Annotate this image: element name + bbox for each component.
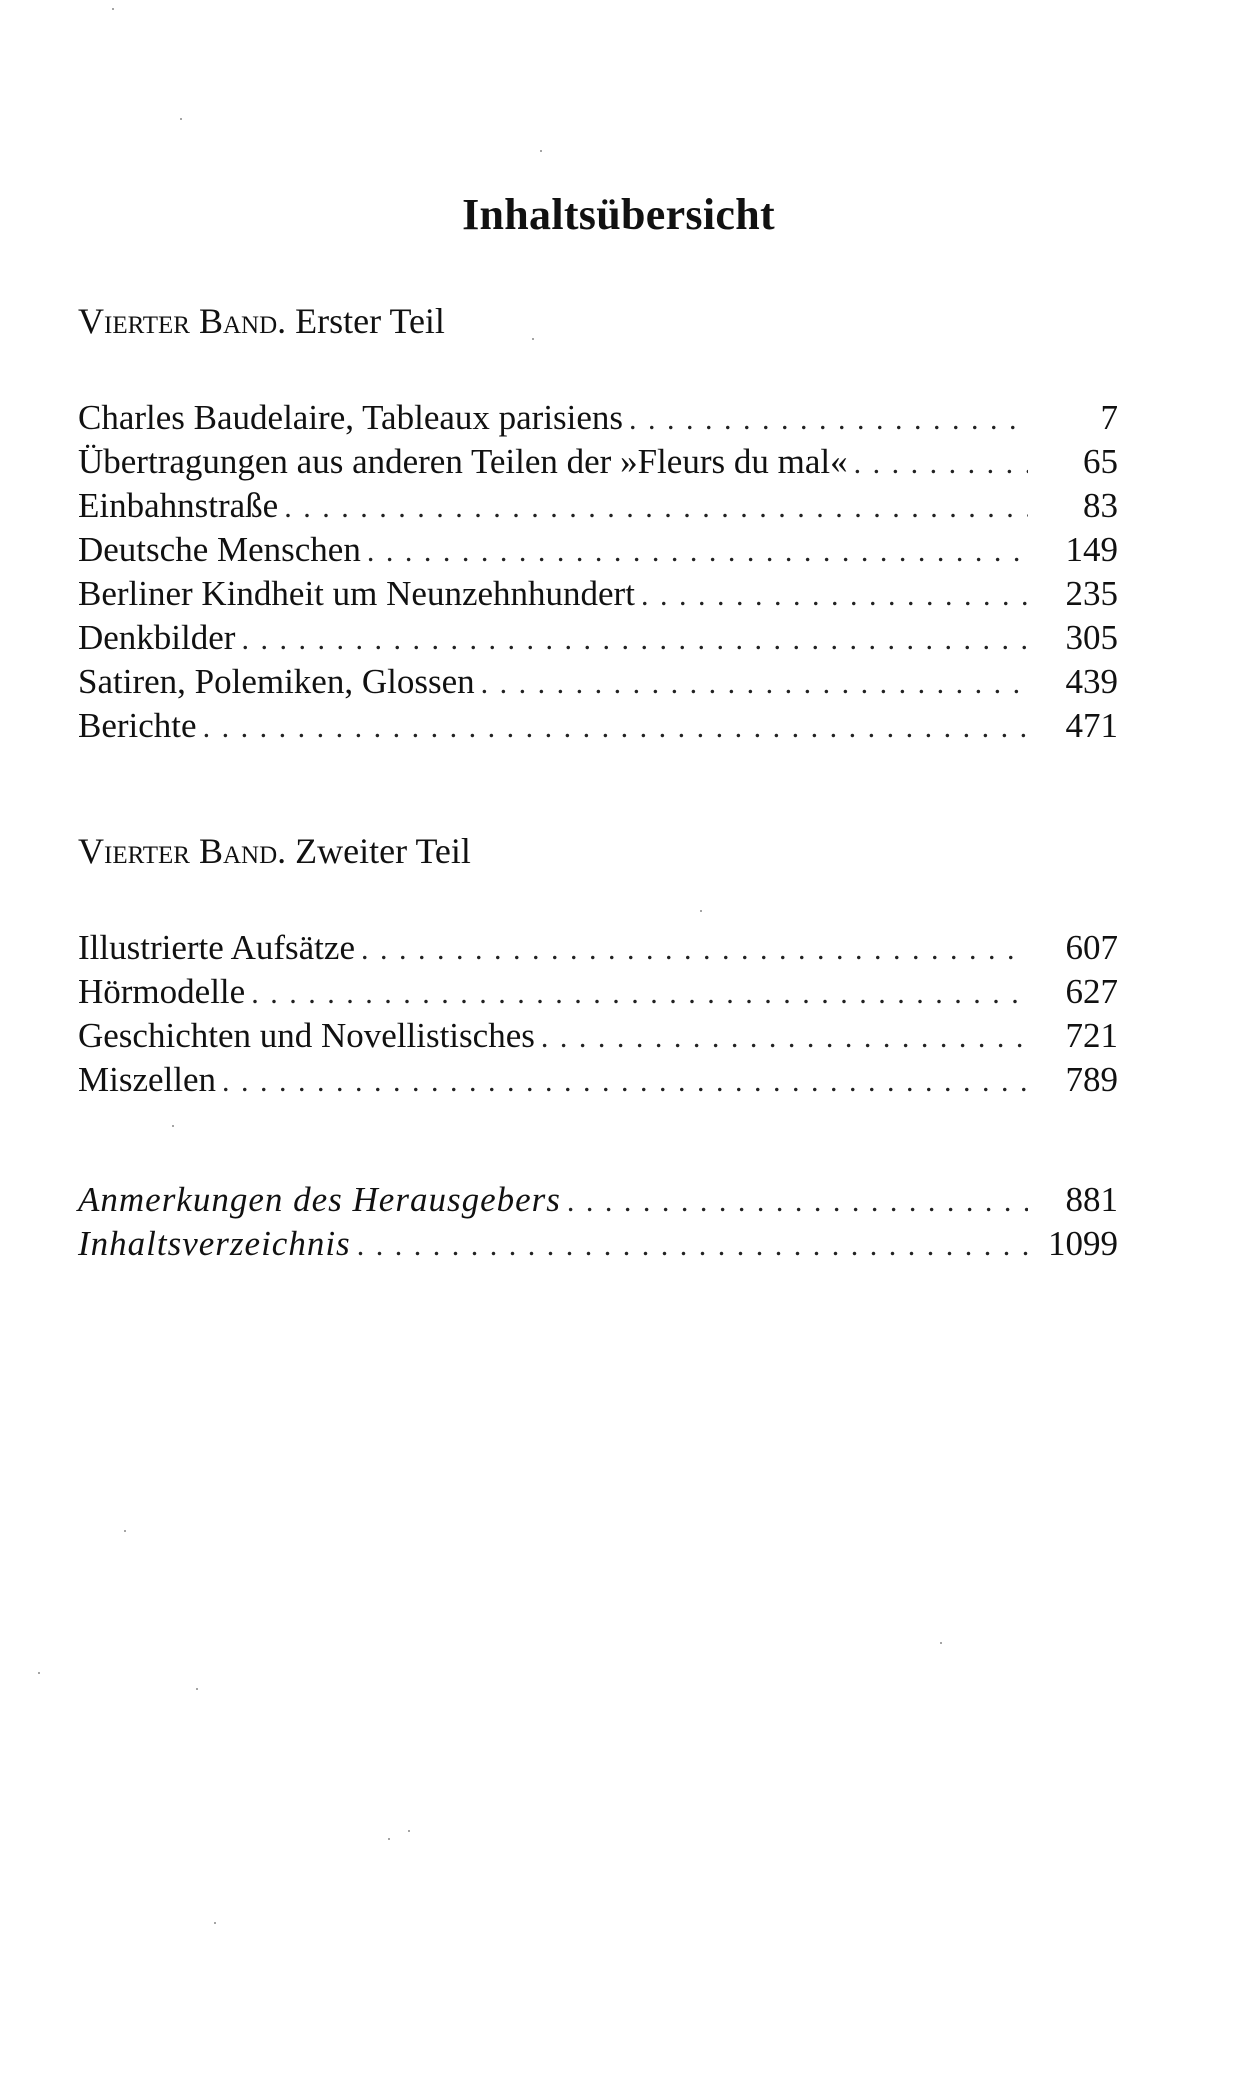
section-heading-prefix: Vierter Band. [78, 301, 287, 341]
toc-entry-title: Berliner Kindheit um Neunzehnhundert [78, 574, 635, 613]
scan-speck [388, 1838, 390, 1840]
toc-entry-page: 235 [1065, 574, 1118, 613]
toc-entry[interactable] [78, 396, 1118, 440]
leader-dots [367, 530, 1028, 574]
leader-dots [567, 1180, 1028, 1224]
toc-entry[interactable] [78, 1014, 1118, 1058]
toc-entry-page: 83 [1083, 486, 1118, 525]
scan-speck [180, 118, 182, 120]
section-heading-suffix: Zweiter Teil [295, 831, 471, 871]
toc-entry-page: 1099 [1048, 1224, 1118, 1263]
scan-speck [172, 1125, 174, 1127]
toc-entry-title: Charles Baudelaire, Tableaux parisiens [78, 398, 624, 437]
toc-entry[interactable] [78, 970, 1118, 1014]
scan-speck [214, 1922, 216, 1924]
toc-entry-page: 627 [1065, 972, 1118, 1011]
leader-dots [284, 486, 1028, 530]
leader-dots [222, 1060, 1028, 1104]
toc-entry-title: Denkbilder [78, 618, 236, 657]
leader-dots [541, 1016, 1028, 1060]
toc-entry-title: Berichte [78, 706, 197, 745]
page-title: Inhaltsübersicht [462, 190, 775, 240]
toc-list-zweiter-teil [78, 926, 1118, 1102]
toc-entry[interactable] [78, 1178, 1118, 1222]
scan-speck [124, 1530, 126, 1532]
section-heading-prefix: Vierter Band. [78, 831, 287, 871]
leader-dots [641, 574, 1028, 618]
toc-entry[interactable] [78, 1222, 1118, 1266]
leader-dots [241, 618, 1028, 662]
leader-dots [854, 442, 1028, 486]
toc-list-erster-teil [78, 396, 1118, 748]
scan-speck [38, 1672, 40, 1674]
toc-entry-title: Illustrierte Aufsätze [78, 928, 355, 967]
leader-dots [251, 972, 1028, 1016]
toc-entry-page: 721 [1065, 1016, 1118, 1055]
toc-entry[interactable] [78, 704, 1118, 748]
toc-entry-title: Übertragungen aus anderen Teilen der »Fleurs du mal« [78, 442, 848, 481]
toc-entry-title: Hörmodelle [78, 972, 246, 1011]
toc-entry-page: 607 [1065, 928, 1118, 967]
scan-speck [540, 150, 542, 152]
toc-entry[interactable] [78, 926, 1118, 970]
toc-entry-page: 7 [1100, 398, 1118, 437]
toc-entry-title: Anmerkungen des Herausgebers [78, 1180, 561, 1219]
scan-speck [940, 1642, 942, 1644]
toc-entry-page: 149 [1065, 530, 1118, 569]
leader-dots [481, 662, 1028, 706]
section-heading-zweiter-teil [78, 830, 471, 872]
toc-entry-page: 881 [1065, 1180, 1118, 1219]
toc-entry-title: Deutsche Menschen [78, 530, 361, 569]
leader-dots [357, 1224, 1028, 1268]
toc-entry-title: Inhaltsverzeichnis [78, 1224, 351, 1263]
scan-speck [196, 1688, 198, 1690]
toc-list-appendix [78, 1178, 1118, 1266]
section-heading-erster-teil [78, 300, 445, 342]
toc-entry[interactable] [78, 1058, 1118, 1102]
scan-speck [112, 8, 114, 10]
scan-speck [408, 1830, 410, 1832]
toc-entry-page: 439 [1065, 662, 1118, 701]
toc-entry[interactable] [78, 572, 1118, 616]
scan-speck [700, 910, 702, 912]
toc-entry-page: 65 [1083, 442, 1118, 481]
leader-dots [203, 706, 1028, 750]
toc-entry[interactable] [78, 616, 1118, 660]
toc-entry[interactable] [78, 484, 1118, 528]
toc-entry-page: 789 [1065, 1060, 1118, 1099]
scan-speck [532, 338, 534, 340]
toc-entry-page: 305 [1065, 618, 1118, 657]
toc-entry-title: Geschichten und Novellistisches [78, 1016, 535, 1055]
toc-entry[interactable] [78, 440, 1118, 484]
toc-entry-title: Einbahnstraße [78, 486, 279, 525]
section-heading-suffix: Erster Teil [295, 301, 445, 341]
toc-entry-page: 471 [1065, 706, 1118, 745]
leader-dots [361, 928, 1028, 972]
toc-entry[interactable] [78, 660, 1118, 704]
toc-entry[interactable] [78, 528, 1118, 572]
toc-entry-title: Satiren, Polemiken, Glossen [78, 662, 475, 701]
leader-dots [629, 398, 1028, 442]
toc-entry-title: Miszellen [78, 1060, 217, 1099]
